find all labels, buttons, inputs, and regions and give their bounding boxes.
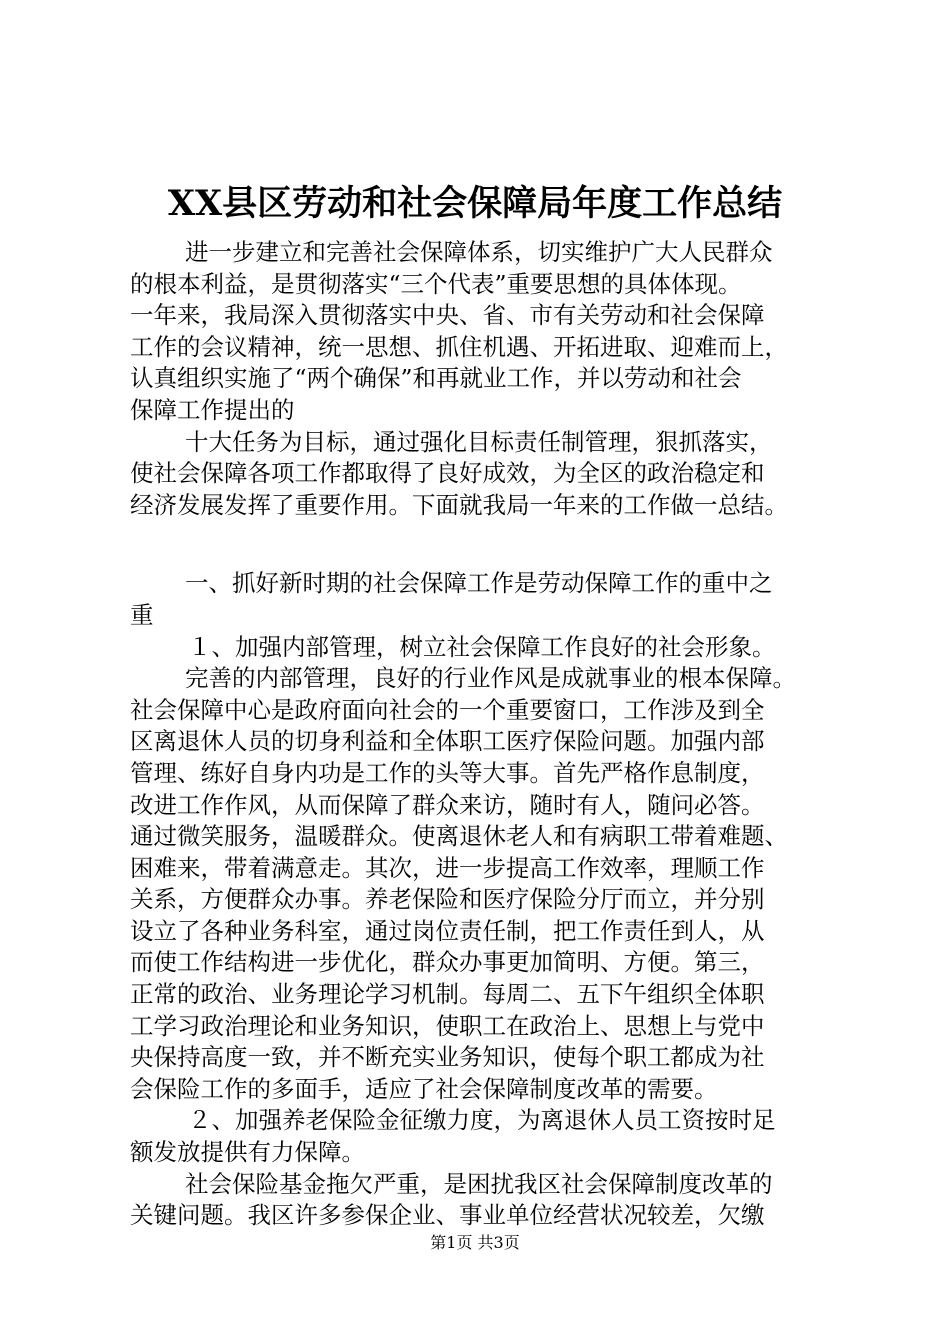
text-line: 工作的会议精神，统一思想、抓住机遇、开拓进取、迎难而上， — [130, 332, 788, 361]
text-line: 而使工作结构进一步优化，群众办事更加简明、方便。第三， — [130, 948, 765, 977]
text-line: 十大任务为目标，通过强化目标责任制管理，狠抓落实， — [185, 427, 773, 456]
document-body — [130, 237, 835, 1232]
text-line: 关系，方便群众办事。养老保险和医疗保险分厅而立，并分别 — [130, 885, 765, 914]
text-line: 经济发展发挥了重要作用。下面就我局一年来的工作做一总结。 — [130, 490, 788, 519]
text-line: 进一步建立和完善社会保障体系，切实维护广大人民群众 — [185, 238, 773, 266]
section-heading-line: 重 — [130, 600, 154, 629]
subsection-heading: ２、加强养老保险金征缴力度，为离退休人员工资按时足 — [188, 1106, 776, 1135]
text-line: 工学习政治理论和业务知识，使职工在政治上、思想上与党中 — [130, 1011, 765, 1040]
text-line: 央保持高度一致，并不断充实业务知识，使每个职工都成为社 — [130, 1043, 765, 1072]
blank-line — [130, 521, 835, 568]
section-heading-line: 一、抓好新时期的社会保障工作是劳动保障工作的重中之 — [185, 569, 773, 598]
subsection-heading: １、加强内部管理，树立社会保障工作良好的社会形象。 — [188, 632, 776, 661]
document-title: XX县区劳动和社会保障局年度工作总结 — [167, 183, 783, 224]
text-line: 管理、练好自身内功是工作的头等大事。首先严格作息制度， — [130, 758, 765, 787]
text-line: 完善的内部管理，良好的行业作风是成就事业的根本保障。 — [185, 664, 796, 693]
text-line: 认真组织实施了“两个确保”和再就业工作，并以劳动和社会 — [130, 364, 742, 393]
text-line: 使社会保障各项工作都取得了良好成效，为全区的政治稳定和 — [130, 459, 765, 488]
text-line: 设立了各种业务科室，通过岗位责任制，把工作责任到人，从 — [130, 916, 765, 945]
text-line: 会保险工作的多面手，适应了社会保障制度改革的需要。 — [130, 1074, 718, 1103]
text-line: 正常的政治、业务理论学习机制。每周二、五下午组织全体职 — [130, 980, 765, 1009]
text-line: 保障工作提出的 — [130, 395, 295, 424]
text-line: 关键问题。我区许多参保企业、事业单位经营状况较差，欠缴 — [130, 1201, 765, 1230]
text-line: 社会保险基金拖欠严重，是困扰我区社会保障制度改革的 — [185, 1169, 773, 1198]
text-line: 社会保障中心是政府面向社会的一个重要窗口，工作涉及到全 — [130, 695, 765, 724]
text-line: 通过微笑服务，温暖群众。使离退休老人和有病职工带着难题、 — [130, 822, 788, 851]
text-line: 改进工作作风，从而保障了群众来访，随时有人，随问必答。 — [130, 790, 765, 819]
text-line: 困难来，带着满意走。其次，进一步提高工作效率，理顺工作 — [130, 853, 765, 882]
text-line: 的根本利益，是贯彻落实“三个代表”重要思想的具体体现。 — [130, 269, 742, 298]
text-line: 区离退休人员的切身利益和全体职工医疗保险问题。加强内部 — [130, 727, 765, 756]
text-line: 一年来，我局深入贯彻落实中央、省、市有关劳动和社会保障 — [130, 301, 765, 330]
page-footer: 第1页 共3页 — [430, 1233, 520, 1252]
subsection-heading: 额发放提供有力保障。 — [130, 1138, 365, 1167]
